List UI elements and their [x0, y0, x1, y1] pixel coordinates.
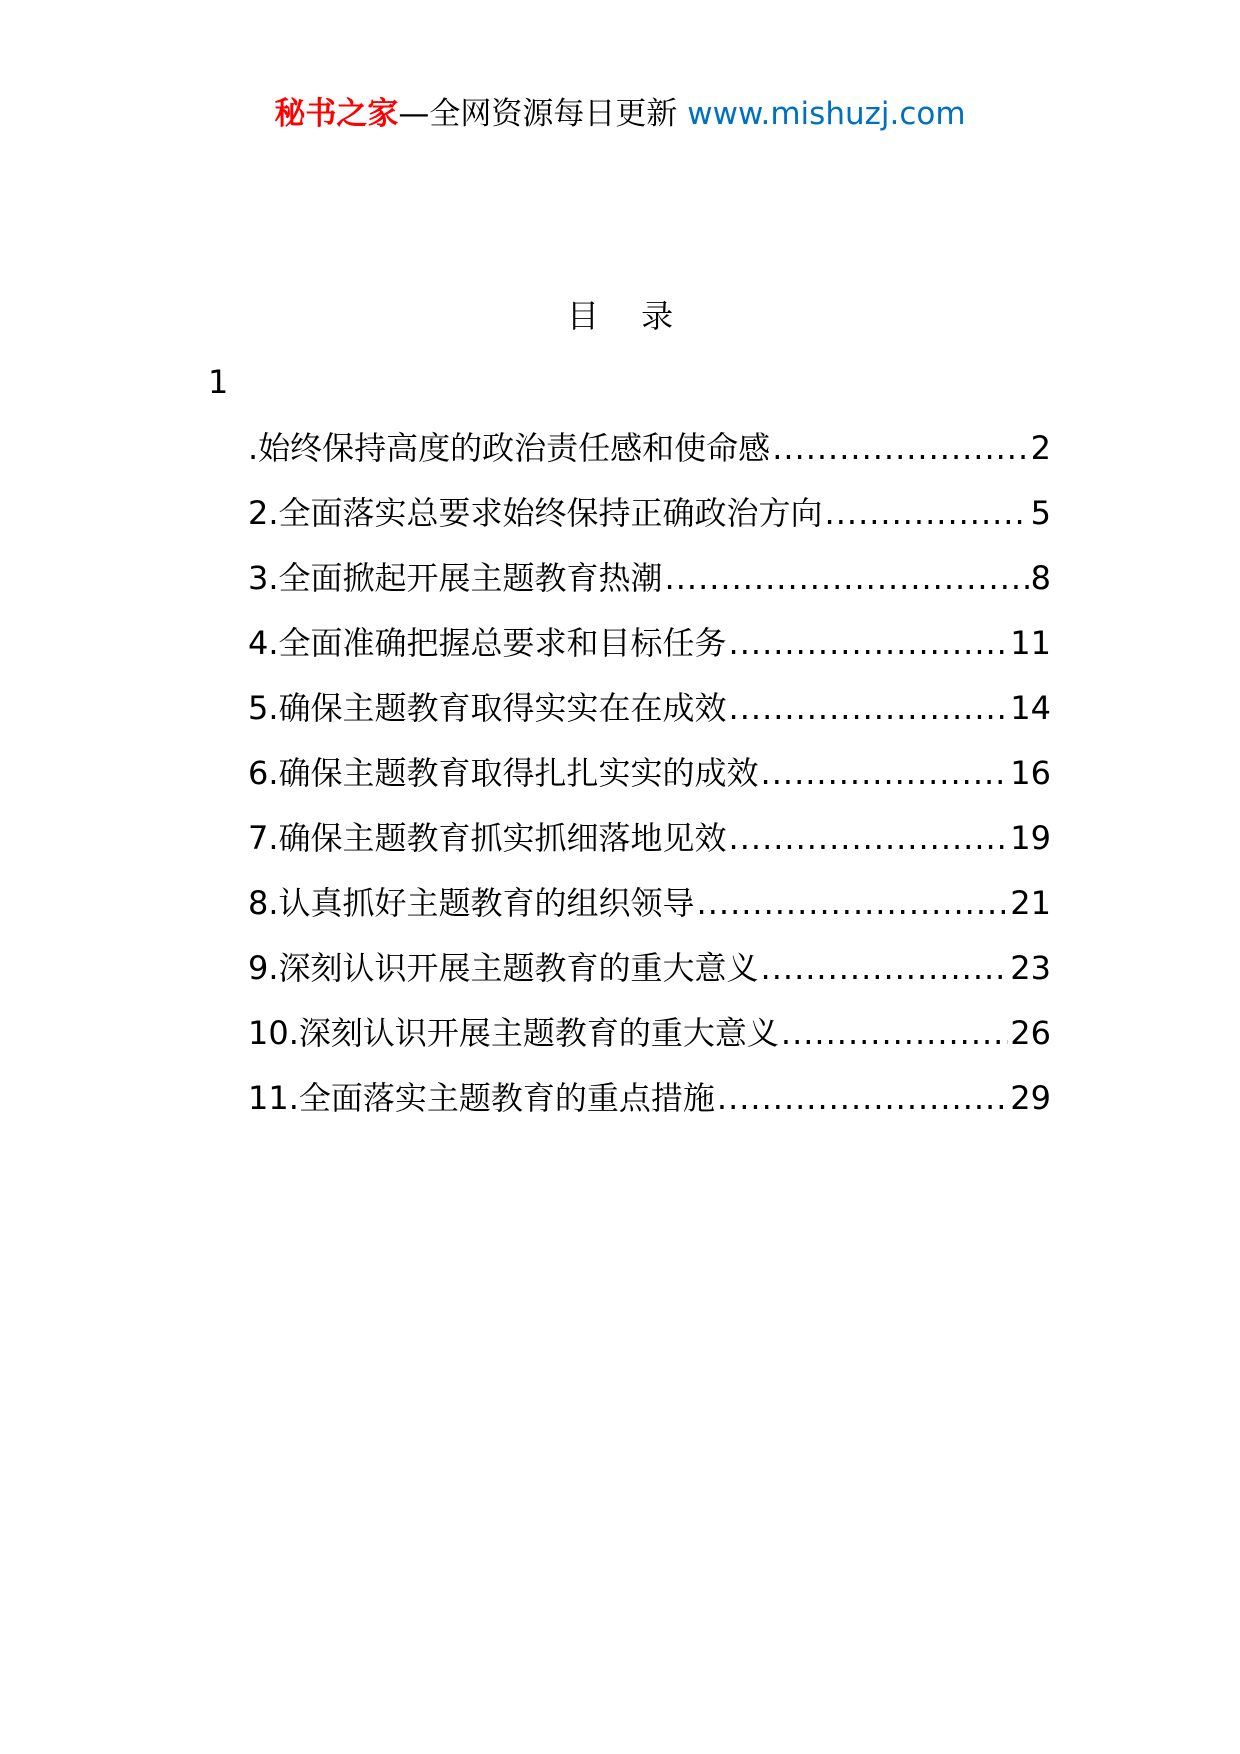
- toc-entry[interactable]: [248, 1013, 1051, 1078]
- toc-page-number: 14: [1010, 689, 1051, 727]
- toc-dot-leader: [729, 688, 1009, 728]
- toc-entry-title: 4.全面准确把握总要求和目标任务: [248, 624, 727, 662]
- website-url[interactable]: www.mishuzj.com: [687, 96, 966, 132]
- toc-entry-title: 5.确保主题教育取得实实在在成效: [248, 689, 727, 727]
- toc-entry-title: 7.确保主题教育抓实抓细落地见效: [248, 819, 727, 857]
- toc-page-number: 21: [1010, 884, 1051, 922]
- table-of-contents: [248, 428, 1051, 1143]
- toc-stray-number: 1: [208, 363, 229, 401]
- toc-page-number: 16: [1010, 754, 1051, 792]
- toc-page-number: 2: [1030, 429, 1051, 467]
- toc-entry[interactable]: [248, 493, 1051, 558]
- toc-dot-leader: [761, 753, 1009, 793]
- toc-page-number: 19: [1010, 819, 1051, 857]
- toc-page-number: 8: [1030, 559, 1051, 597]
- toc-page-number: 26: [1010, 1014, 1051, 1052]
- toc-entry[interactable]: [248, 1078, 1051, 1143]
- toc-entry-title: 8.认真抓好主题教育的组织领导: [248, 884, 695, 922]
- toc-page-number: 11: [1010, 624, 1051, 662]
- page-header: [0, 94, 1240, 134]
- toc-dot-leader: [729, 623, 1009, 663]
- toc-entry[interactable]: [248, 948, 1051, 1013]
- toc-entry-title: 9.深刻认识开展主题教育的重大意义: [248, 949, 759, 987]
- toc-page-number: 29: [1010, 1079, 1051, 1117]
- toc-title: 目 录: [566, 297, 690, 335]
- toc-entry-title: 2.全面落实总要求始终保持正确政治方向: [248, 494, 823, 532]
- toc-entry[interactable]: [248, 883, 1051, 948]
- toc-page-number: 5: [1030, 494, 1051, 532]
- toc-entry-title: .始终保持高度的政治责任感和使命感: [248, 429, 771, 467]
- toc-dot-leader: [729, 818, 1009, 858]
- toc-entry-title: 10.深刻认识开展主题教育的重大意义: [248, 1014, 779, 1052]
- brand-name: 秘书之家: [274, 96, 399, 132]
- toc-entry[interactable]: [248, 818, 1051, 883]
- toc-entry-title: 3.全面掀起开展主题教育热潮: [248, 559, 663, 597]
- toc-entry[interactable]: [248, 688, 1051, 753]
- toc-entry[interactable]: [248, 558, 1051, 623]
- toc-dot-leader: [665, 558, 1029, 598]
- toc-dot-leader: [697, 883, 1009, 923]
- toc-dot-leader: [772, 428, 1028, 468]
- toc-dot-leader: [761, 948, 1009, 988]
- toc-page-number: 23: [1010, 949, 1051, 987]
- toc-entry[interactable]: [248, 428, 1051, 493]
- toc-entry-title: 11.全面落实主题教育的重点措施: [248, 1079, 715, 1117]
- header-slogan: —全网资源每日更新: [398, 96, 688, 132]
- toc-dot-leader: [781, 1013, 1008, 1053]
- toc-dot-leader: [717, 1078, 1008, 1118]
- toc-entry[interactable]: [248, 623, 1051, 688]
- toc-entry[interactable]: [248, 753, 1051, 818]
- toc-entry-title: 6.确保主题教育取得扎扎实实的成效: [248, 754, 759, 792]
- toc-dot-leader: [825, 493, 1029, 533]
